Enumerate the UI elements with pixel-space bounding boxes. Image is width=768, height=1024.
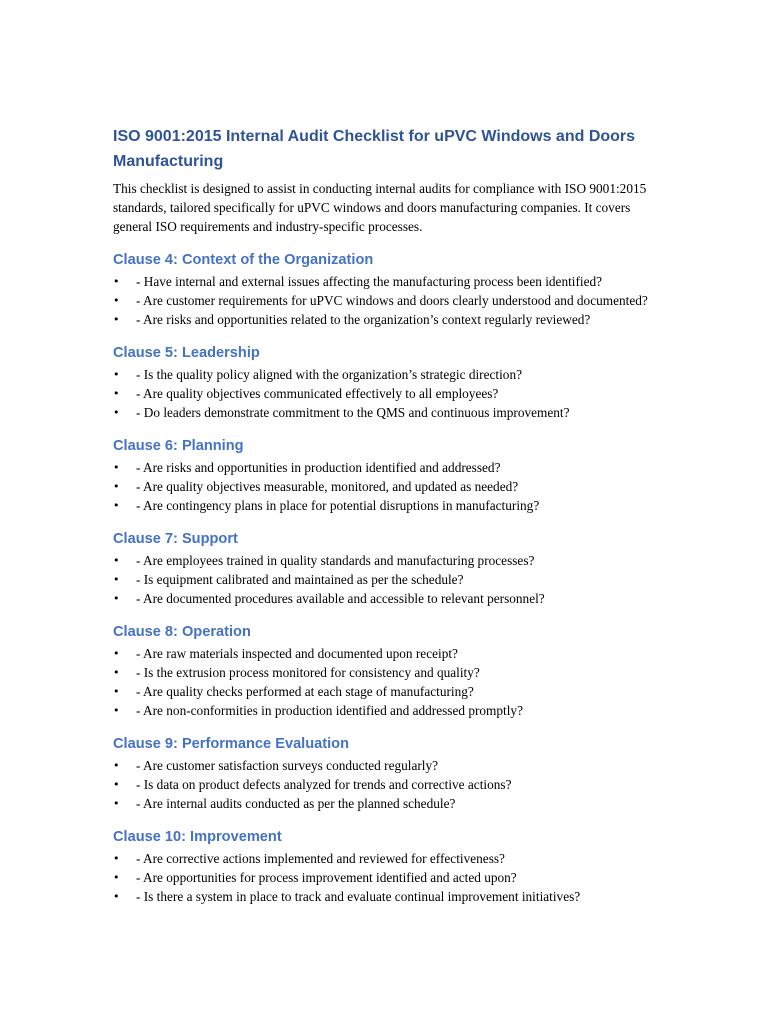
checklist-item-text: - Are contingency plans in place for potential disruptions in manufacturing? [136,498,540,513]
checklist-item [113,683,658,701]
checklist-item [113,664,658,682]
checklist-item [113,645,658,663]
checklist-item-text: - Do leaders demonstrate commitment to the QMS and continuous improvement? [136,405,570,420]
bullet-icon: • [113,480,120,493]
checklist-item-text: - Are quality objectives measurable, monitored, and updated as needed? [136,479,519,494]
checklist-sections [113,250,658,906]
bullet-icon: • [113,368,120,381]
checklist-item-text: - Are opportunities for process improvement identified and acted upon? [136,870,517,885]
checklist-section [113,250,658,329]
bullet-icon: • [113,759,120,772]
bullet-icon: • [113,573,120,586]
intro-paragraph: This checklist is designed to assist in conducting internal audits for compliance with ISO 9001:2015 standards, tailored specifically for uPVC windows and doors manufacturing companies. It covers general ISO requirements and industry-specific processes. [113,181,647,234]
checklist-item-text: - Is the extrusion process monitored for consistency and quality? [136,665,480,680]
checklist-section [113,343,658,422]
checklist-item-text: - Are internal audits conducted as per the planned schedule? [136,796,456,811]
checklist-item [113,404,658,422]
checklist-item-text: - Are non-conformities in production identified and addressed promptly? [136,703,523,718]
bullet-icon: • [113,778,120,791]
section-heading: Clause 4: Context of the Organization [113,252,374,268]
checklist-section [113,734,658,813]
checklist-item-text: - Are risks and opportunities related to the organization’s context regularly reviewed? [136,312,591,327]
checklist-item-text: - Are risks and opportunities in production identified and addressed? [136,460,501,475]
checklist-items [113,645,658,720]
bullet-icon: • [113,666,120,679]
checklist-item-text: - Are documented procedures available and accessible to relevant personnel? [136,591,545,606]
checklist-item [113,795,658,813]
checklist-item [113,869,658,887]
bullet-icon: • [113,313,120,326]
checklist-item [113,590,658,608]
section-heading: Clause 6: Planning [113,438,244,454]
checklist-item-text: - Is there a system in place to track and evaluate continual improvement initiatives? [136,889,581,904]
checklist-section [113,529,658,608]
checklist-section [113,622,658,720]
checklist-item [113,757,658,775]
checklist-item-text: - Is data on product defects analyzed for trends and corrective actions? [136,777,512,792]
bullet-icon: • [113,387,120,400]
checklist-items [113,552,658,608]
bullet-icon: • [113,704,120,717]
bullet-icon: • [113,294,120,307]
document-page [113,124,658,907]
checklist-item [113,702,658,720]
checklist-items [113,459,658,515]
checklist-item [113,366,658,384]
checklist-item [113,385,658,403]
bullet-icon: • [113,499,120,512]
section-heading: Clause 9: Performance Evaluation [113,736,350,752]
checklist-item [113,292,658,310]
checklist-item-text: - Have internal and external issues affecting the manufacturing process been identified? [136,274,603,289]
checklist-section [113,436,658,515]
checklist-item-text: - Is equipment calibrated and maintained as per the schedule? [136,572,464,587]
checklist-items [113,273,658,329]
bullet-icon: • [113,852,120,865]
checklist-item [113,311,658,329]
checklist-item [113,497,658,515]
bullet-icon: • [113,797,120,810]
bullet-icon: • [113,685,120,698]
checklist-items [113,366,658,422]
checklist-item [113,273,658,291]
bullet-icon: • [113,275,120,288]
bullet-icon: • [113,890,120,903]
checklist-item [113,459,658,477]
section-heading: Clause 8: Operation [113,624,251,640]
bullet-icon: • [113,461,120,474]
checklist-item-text: - Is the quality policy aligned with the organization’s strategic direction? [136,367,522,382]
checklist-item [113,850,658,868]
bullet-icon: • [113,647,120,660]
checklist-item [113,888,658,906]
checklist-item-text: - Are quality objectives communicated effectively to all employees? [136,386,499,401]
bullet-icon: • [113,406,120,419]
document-title: ISO 9001:2015 Internal Audit Checklist for uPVC Windows and Doors Manufacturing [113,128,636,170]
checklist-item [113,478,658,496]
checklist-items [113,757,658,813]
checklist-section [113,827,658,906]
checklist-item-text: - Are employees trained in quality standards and manufacturing processes? [136,553,535,568]
section-heading: Clause 5: Leadership [113,345,260,361]
checklist-item-text: - Are customer requirements for uPVC windows and doors clearly understood and documented? [136,293,648,308]
checklist-item-text: - Are raw materials inspected and documented upon receipt? [136,646,458,661]
checklist-item [113,571,658,589]
checklist-item-text: - Are customer satisfaction surveys conducted regularly? [136,758,439,773]
checklist-item-text: - Are corrective actions implemented and reviewed for effectiveness? [136,851,505,866]
checklist-item [113,552,658,570]
section-heading: Clause 7: Support [113,531,238,547]
bullet-icon: • [113,871,120,884]
checklist-item [113,776,658,794]
section-heading: Clause 10: Improvement [113,829,282,845]
checklist-item-text: - Are quality checks performed at each stage of manufacturing? [136,684,474,699]
checklist-items [113,850,658,906]
bullet-icon: • [113,592,120,605]
bullet-icon: • [113,554,120,567]
